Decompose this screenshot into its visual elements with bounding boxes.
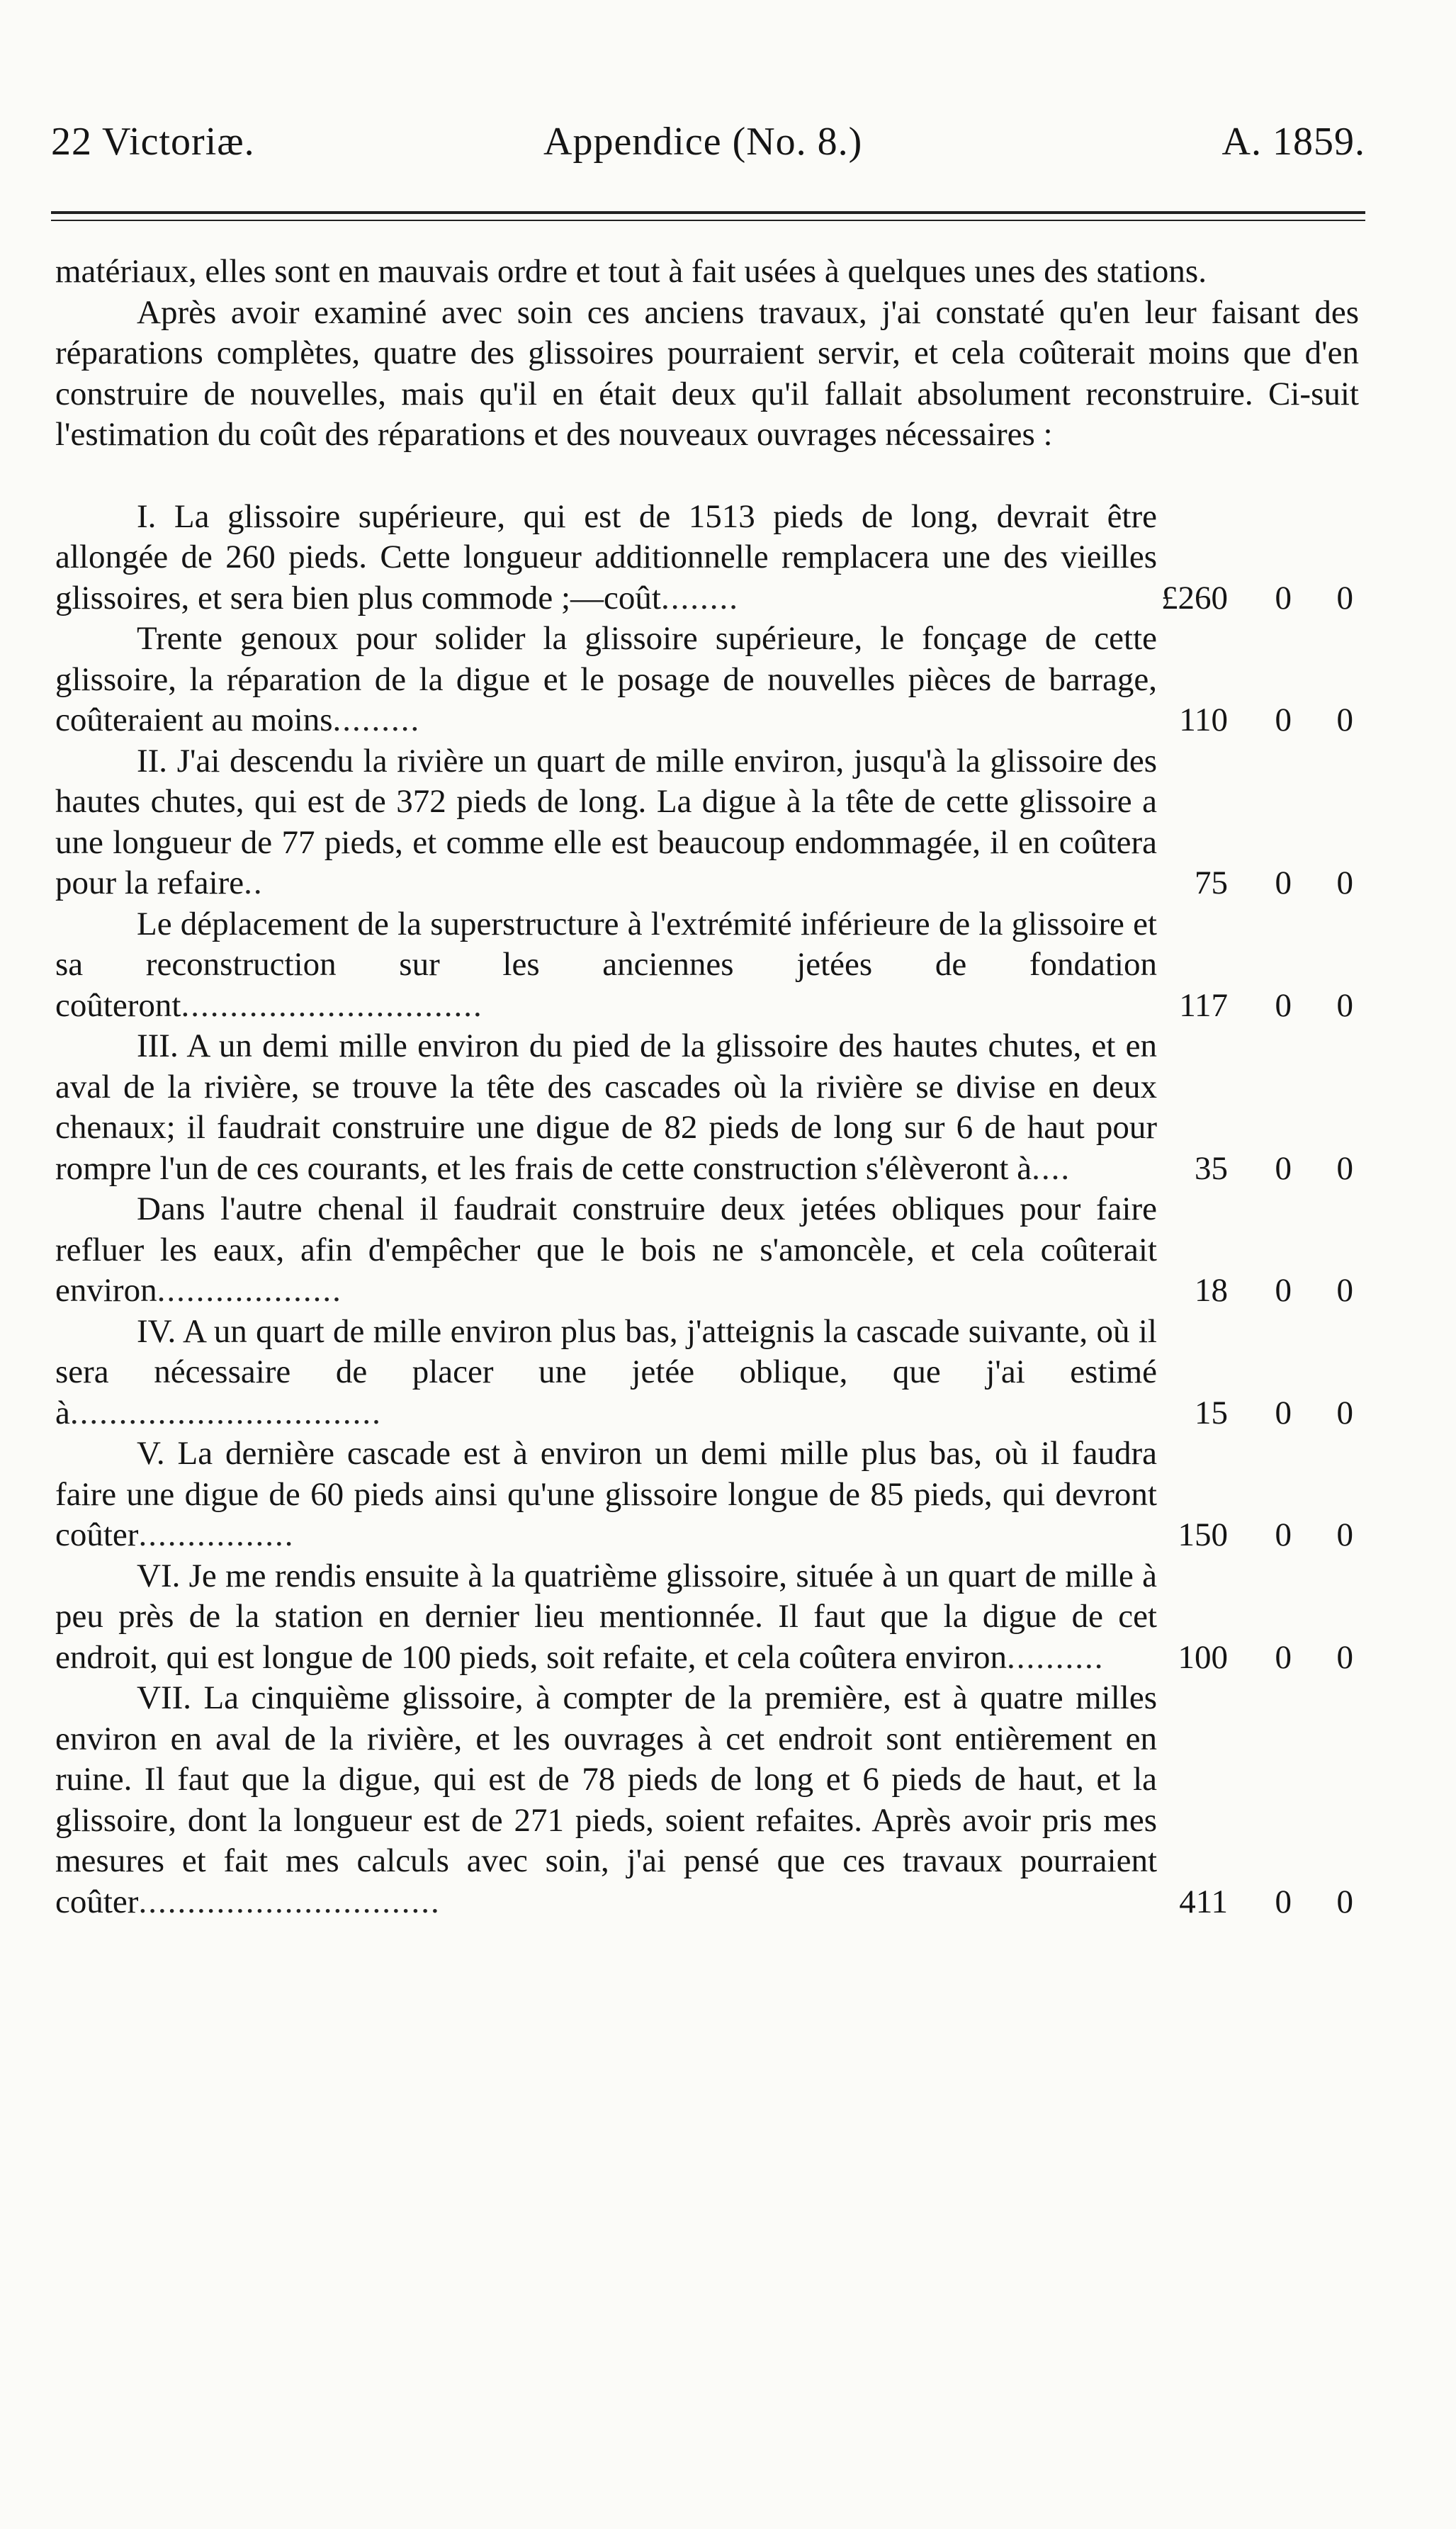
estimate-item xyxy=(55,619,1359,741)
item-text xyxy=(55,1312,1157,1434)
leader-dots: ................... xyxy=(157,1272,342,1309)
item-description: Le déplacement de la superstructure à l'extrémité inférieure de la glissoire et sa reconstruction sur les anciennes jetées de fondation coûteront xyxy=(55,905,1157,1024)
estimate-item xyxy=(55,1434,1359,1556)
item-description: VII. La cinquième glissoire, à compter de la première, est à quatre milles environ en aval de la rivière, et les ouvrages à cet endroit sont entièrement en ruine. Il faut que la digue, qui est de 78 pieds de long et 6 pieds de haut, et la glissoire, dont la longueur est de 271 pieds, soient refaites. Après avoir pris mes mesures et fait mes calculs avec soin, j'ai pensé que ces travaux pourraient coûter xyxy=(55,1679,1157,1920)
header-session: 22 Victoriæ. xyxy=(51,120,255,164)
section-spacer xyxy=(55,456,1359,497)
item-amount xyxy=(1157,1393,1359,1434)
item-text xyxy=(55,1556,1157,1679)
estimate-item xyxy=(55,1556,1359,1679)
item-text xyxy=(55,497,1157,619)
estimate-item xyxy=(55,1189,1359,1312)
item-amount xyxy=(1157,1515,1359,1556)
amount-pence: 0 xyxy=(1336,702,1353,738)
estimate-item xyxy=(55,1026,1359,1189)
item-text xyxy=(55,619,1157,741)
header-rule-thin xyxy=(51,220,1365,221)
amount-pounds: 117 xyxy=(1179,986,1228,1024)
amount-shillings: 0 xyxy=(1275,702,1292,738)
amount-pence: 0 xyxy=(1336,1272,1353,1309)
amount-pounds: 150 xyxy=(1178,1516,1228,1553)
leader-dots: ............................... xyxy=(181,986,483,1024)
amount-pence: 0 xyxy=(1336,579,1353,616)
amount-pounds: 18 xyxy=(1195,1272,1228,1309)
amount-pounds: 100 xyxy=(1178,1638,1228,1676)
estimate-item xyxy=(55,1312,1359,1434)
amount-pounds: 75 xyxy=(1195,864,1228,901)
page-header xyxy=(51,119,1365,169)
amount-pounds: 15 xyxy=(1195,1394,1228,1431)
leader-dots: ......... xyxy=(332,702,421,738)
item-description: IV. A un quart de mille environ plus bas, j'atteignis la cascade suivante, où il sera nécessaire de placer une jetée oblique, que j'ai estimé à xyxy=(55,1312,1157,1431)
header-appendix: Appendice (No. 8.) xyxy=(543,120,863,164)
item-amount xyxy=(1157,1882,1359,1923)
amount-pence: 0 xyxy=(1336,1394,1353,1431)
page-body xyxy=(55,252,1359,1922)
item-amount xyxy=(1157,1149,1359,1190)
item-description: V. La dernière cascade est à environ un demi mille plus bas, où il faudra faire une digue de 60 pieds ainsi qu'une glissoire longue de 85 pieds, qui devront coûter xyxy=(55,1435,1157,1553)
amount-pence: 0 xyxy=(1336,864,1353,901)
leader-dots: .......... xyxy=(1006,1638,1105,1676)
amount-pence: 0 xyxy=(1336,986,1353,1024)
item-amount xyxy=(1157,700,1359,741)
leader-dots: .. xyxy=(244,864,264,901)
header-year: A. 1859. xyxy=(1221,120,1365,164)
item-text xyxy=(55,904,1157,1027)
item-description: II. J'ai descendu la rivière un quart de mille environ, jusqu'à la glissoire des hautes chutes, qui est de 372 pieds de long. La digue à la tête de cette glissoire a une longueur de 77 pieds, et comme elle est beaucoup endommagée, il en coûtera pour la refaire xyxy=(55,742,1157,901)
amount-shillings: 0 xyxy=(1275,1883,1292,1920)
estimate-item xyxy=(55,904,1359,1027)
amount-shillings: 0 xyxy=(1275,1272,1292,1309)
item-amount xyxy=(1157,1271,1359,1312)
amount-pounds: 411 xyxy=(1179,1883,1228,1920)
amount-shillings: 0 xyxy=(1275,1149,1292,1187)
estimate-item xyxy=(55,497,1359,619)
amount-pounds: 35 xyxy=(1195,1149,1228,1187)
item-text xyxy=(55,1189,1157,1312)
leader-dots: .... xyxy=(1032,1149,1071,1187)
item-description: I. La glissoire supérieure, qui est de 1513 pieds de long, devrait être allongée de 260 pieds. Cette longueur additionnelle remplacera une des vieilles glissoires, et sera bien plus commode ;—coût xyxy=(55,497,1157,616)
leader-dots: ................................ xyxy=(69,1394,382,1431)
header-rule-thick xyxy=(51,211,1365,214)
amount-pounds: 110 xyxy=(1179,702,1228,738)
intro-paragraph-2: Après avoir examiné avec soin ces anciens travaux, j'ai constaté qu'en leur faisant des réparations complètes, quatre des glissoires pourraient servir, et cela coûterait moins que d'en construire de nouvelles, mais qu'il en était deux qu'il fallait absolument reconstruire. Ci-suit l'estimation du coût des réparations et des nouveaux ouvrages nécessaires : xyxy=(55,293,1359,453)
item-text xyxy=(55,1678,1157,1922)
amount-shillings: 0 xyxy=(1275,986,1292,1024)
estimate-item xyxy=(55,741,1359,904)
amount-shillings: 0 xyxy=(1275,1394,1292,1431)
amount-pounds: £260 xyxy=(1161,579,1228,616)
amount-pence: 0 xyxy=(1336,1883,1353,1920)
item-amount xyxy=(1157,863,1359,904)
item-text xyxy=(55,1026,1157,1189)
item-description: Trente genoux pour solider la glissoire supérieure, le fonçage de cette glissoire, la réparation de la digue et le posage de nouvelles pièces de barrage, coûteraient au moins xyxy=(55,620,1157,738)
item-amount xyxy=(1157,1638,1359,1679)
amount-shillings: 0 xyxy=(1275,864,1292,901)
item-description: III. A un demi mille environ du pied de la glissoire des hautes chutes, et en aval de la rivière, se trouve la tête des cascades où la rivière se divise en deux chenaux; il faudrait construire une digue de 82 pieds de long sur 6 de haut pour rompre l'un de ces courants, et les frais de cette construction s'élèveront à xyxy=(55,1027,1157,1187)
item-description: Dans l'autre chenal il faudrait construire deux jetées obliques pour faire refluer les eaux, afin d'empêcher que le bois ne s'amoncèle, et cela coûterait environ xyxy=(55,1190,1157,1309)
item-text xyxy=(55,741,1157,904)
amount-shillings: 0 xyxy=(1275,1516,1292,1553)
amount-pence: 0 xyxy=(1336,1516,1353,1553)
amount-shillings: 0 xyxy=(1275,579,1292,616)
amount-pence: 0 xyxy=(1336,1149,1353,1187)
item-description: VI. Je me rendis ensuite à la quatrième glissoire, située à un quart de mille à peu près de la station en dernier lieu mentionnée. Il faut que la digue de cet endroit, qui est longue de 100 pieds, soit refaite, et cela coûtera environ xyxy=(55,1557,1157,1676)
amount-pence: 0 xyxy=(1336,1638,1353,1676)
item-amount xyxy=(1157,578,1359,619)
item-amount xyxy=(1157,986,1359,1027)
estimate-list xyxy=(55,497,1359,1923)
intro-paragraph-1: matériaux, elles sont en mauvais ordre et tout à fait usées à quelques unes des stations. xyxy=(55,253,1207,290)
amount-shillings: 0 xyxy=(1275,1638,1292,1676)
estimate-item xyxy=(55,1678,1359,1922)
leader-dots: ............................... xyxy=(138,1883,441,1920)
leader-dots: ................ xyxy=(138,1516,295,1553)
item-text xyxy=(55,1434,1157,1556)
leader-dots: ........ xyxy=(660,579,739,616)
